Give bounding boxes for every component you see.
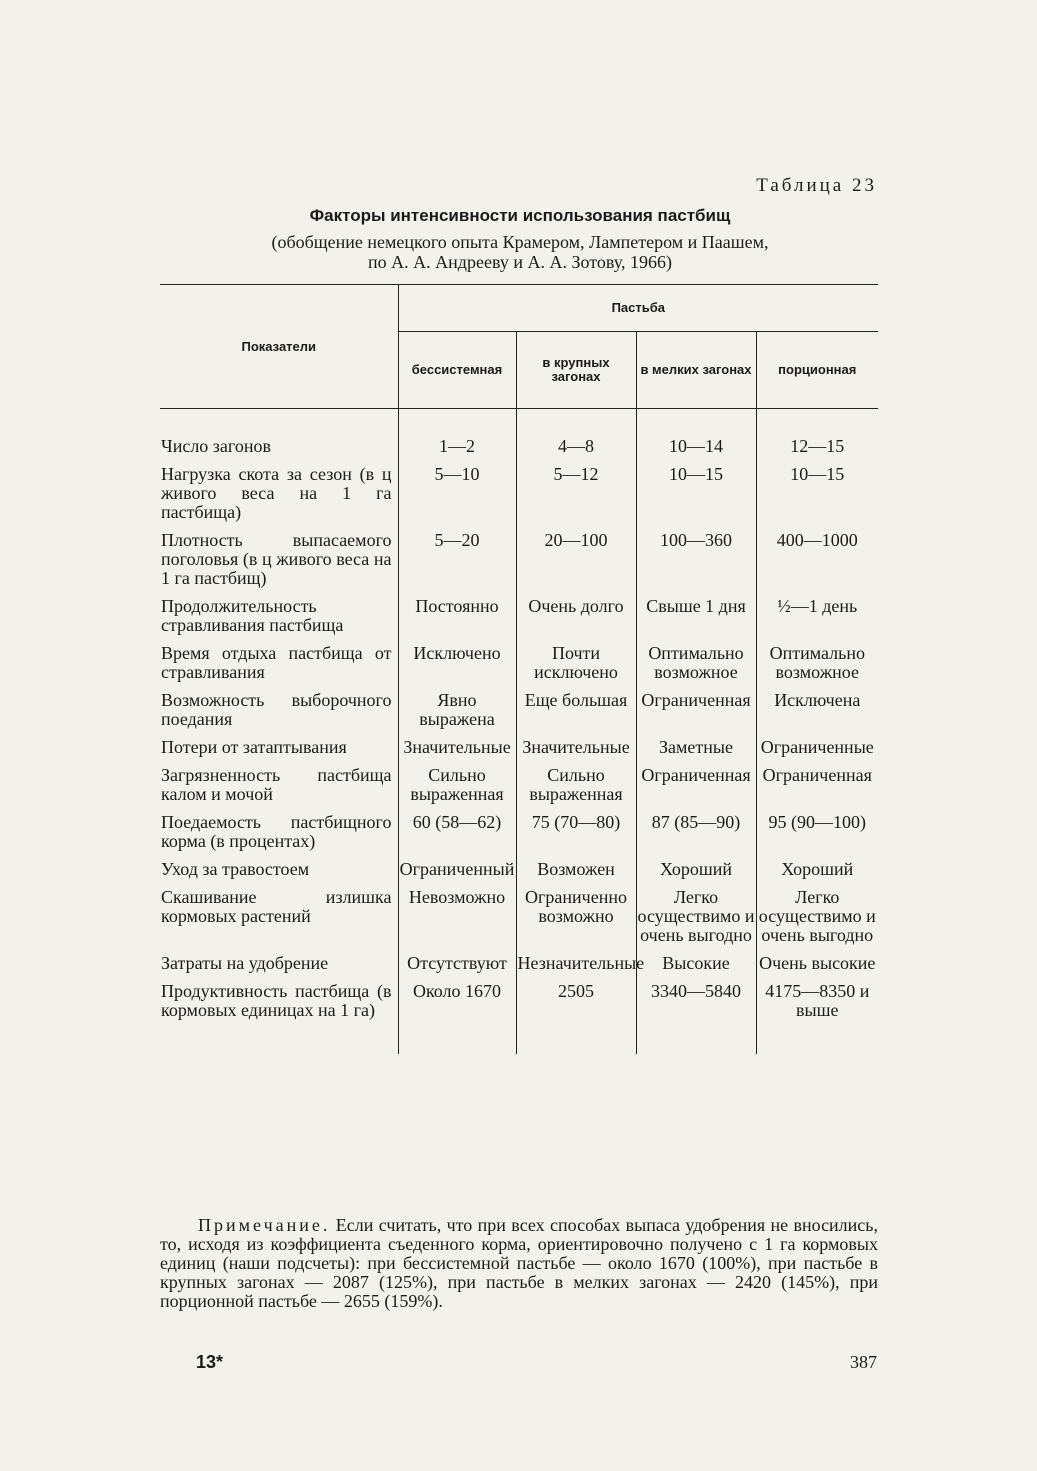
table-cell: 4175—8350 и выше <box>756 982 878 1054</box>
row-label: Скашивание излишка кормовых растений <box>161 887 392 926</box>
table-row <box>160 691 878 738</box>
header-group-pasture: Пастьба <box>398 285 878 332</box>
row-label: Уход за травостоем <box>161 859 310 879</box>
table-cell: Еще большая <box>516 691 636 738</box>
table-cell: 4—8 <box>516 409 636 466</box>
table-cell: 5—20 <box>398 531 516 597</box>
table-row <box>160 409 878 466</box>
table-cell: Ограниченные <box>756 738 878 766</box>
table-subtitle <box>160 232 880 272</box>
footnote <box>160 1216 878 1311</box>
table-cell: Значительные <box>398 738 516 766</box>
table-cell: Сильно выраженная <box>398 766 516 813</box>
table-row <box>160 860 878 888</box>
table-cell: Ограниченная <box>636 691 756 738</box>
table-cell: Высокие <box>636 954 756 982</box>
table-cell: 400—1000 <box>756 531 878 597</box>
signature-mark: 13* <box>196 1352 224 1372</box>
table-row <box>160 465 878 531</box>
table-cell: Оптимально возможное <box>636 644 756 691</box>
table-row <box>160 738 878 766</box>
table-cell: 5—12 <box>516 465 636 531</box>
table-cell: Невозможно <box>398 888 516 954</box>
table-cell: Исключена <box>756 691 878 738</box>
table-number: Таблица 23 <box>756 175 877 196</box>
table-cell: 75 (70—80) <box>516 813 636 860</box>
table-title: Факторы интенсивности использования пастбищ <box>309 206 731 225</box>
table-row <box>160 531 878 597</box>
table-cell: 10—15 <box>756 465 878 531</box>
header-col-small-paddocks: в мелких загонах <box>636 332 756 409</box>
table-cell: Сильно выраженная <box>516 766 636 813</box>
row-label: Нагрузка скота за сезон (в ц живого веса на 1 га пастбища) <box>161 464 392 522</box>
table-cell: Очень долго <box>516 597 636 644</box>
table-row <box>160 597 878 644</box>
table-cell: Хороший <box>756 860 878 888</box>
table-row <box>160 954 878 982</box>
row-label: Загрязненность пастбища калом и мочой <box>161 765 392 804</box>
table-cell: Возможен <box>516 860 636 888</box>
table-cell: Явно выражена <box>398 691 516 738</box>
table-cell: Хороший <box>636 860 756 888</box>
table-cell: Значительные <box>516 738 636 766</box>
table-cell: Оптимально возможное <box>756 644 878 691</box>
table-cell: ½—1 день <box>756 597 878 644</box>
row-label: Продолжительность стравливания пастбища <box>161 596 344 635</box>
row-label: Затраты на удобрение <box>161 953 329 973</box>
table-cell: Легко осуществимо и очень выгодно <box>756 888 878 954</box>
footnote-heading: Примечание. <box>198 1215 331 1235</box>
table-cell: Отсутствуют <box>398 954 516 982</box>
subtitle-line: по А. А. Андрееву и А. А. Зотову, 1966) <box>368 252 672 272</box>
table-cell: 20—100 <box>516 531 636 597</box>
table-cell: Легко осуществимо и очень выгодно <box>636 888 756 954</box>
table-cell: 1—2 <box>398 409 516 466</box>
row-label: Продуктивность пастбища (в кормовых единицах на 1 га) <box>161 981 392 1020</box>
header-col-portion: порционная <box>756 332 878 409</box>
table-cell: 10—14 <box>636 409 756 466</box>
table-cell: Очень высокие <box>756 954 878 982</box>
table-cell: Заметные <box>636 738 756 766</box>
row-label: Возможность выборочного поедания <box>161 690 392 729</box>
page-number: 387 <box>850 1352 877 1372</box>
table-cell: 87 (85—90) <box>636 813 756 860</box>
row-label: Поедаемость пастбищного корма (в процентах) <box>161 812 392 851</box>
table-cell: Исключено <box>398 644 516 691</box>
table-cell: Около 1670 <box>398 982 516 1054</box>
table-cell: Свыше 1 дня <box>636 597 756 644</box>
header-col-unsystematic: бессистемная <box>398 332 516 409</box>
table-cell: 60 (58—62) <box>398 813 516 860</box>
table-cell: Ограниченная <box>636 766 756 813</box>
table-cell: Постоянно <box>398 597 516 644</box>
table-cell: Ограниченно возможно <box>516 888 636 954</box>
table-row <box>160 644 878 691</box>
row-label: Плотность выпасаемого поголовья (в ц живого веса на 1 га пастбищ) <box>161 530 392 588</box>
footnote-text: Если считать, что при всех способах выпаса удобрения не вносились, то, исходя из коэффициента съеденного корма, ориентировочно получено с 1 га кормовых единиц (наши подсчеты): при бессистемной пастьбе — около 1670 (100%), при пастьбе в крупных загонах — 2087 (125%), при пастьбе в мелких загонах — 2420 (145%), при порционной пастьбе — 2655 (159%). <box>160 1215 878 1311</box>
header-indicators: Показатели <box>160 285 398 409</box>
table-cell: 5—10 <box>398 465 516 531</box>
table-cell: 12—15 <box>756 409 878 466</box>
table-body <box>160 409 878 1055</box>
table-row <box>160 888 878 954</box>
table-row <box>160 982 878 1054</box>
table-cell: Ограниченный <box>398 860 516 888</box>
table-cell: Незначительные <box>516 954 636 982</box>
table-row <box>160 813 878 860</box>
table-cell: Ограниченная <box>756 766 878 813</box>
subtitle-line: (обобщение немецкого опыта Крамером, Лампетером и Паашем, <box>271 232 769 252</box>
row-label: Число загонов <box>161 436 271 456</box>
table-row <box>160 766 878 813</box>
table-cell: Почти исключено <box>516 644 636 691</box>
table-cell: 95 (90—100) <box>756 813 878 860</box>
row-label: Время отдыха пастбища от стравливания <box>161 643 392 682</box>
table-cell: 100—360 <box>636 531 756 597</box>
table-cell: 2505 <box>516 982 636 1054</box>
row-label: Потери от затаптывания <box>161 737 347 757</box>
header-col-large-paddocks: в крупных загонах <box>516 332 636 409</box>
table-cell: 10—15 <box>636 465 756 531</box>
table-cell: 3340—5840 <box>636 982 756 1054</box>
pasture-factors-table <box>160 284 878 1054</box>
